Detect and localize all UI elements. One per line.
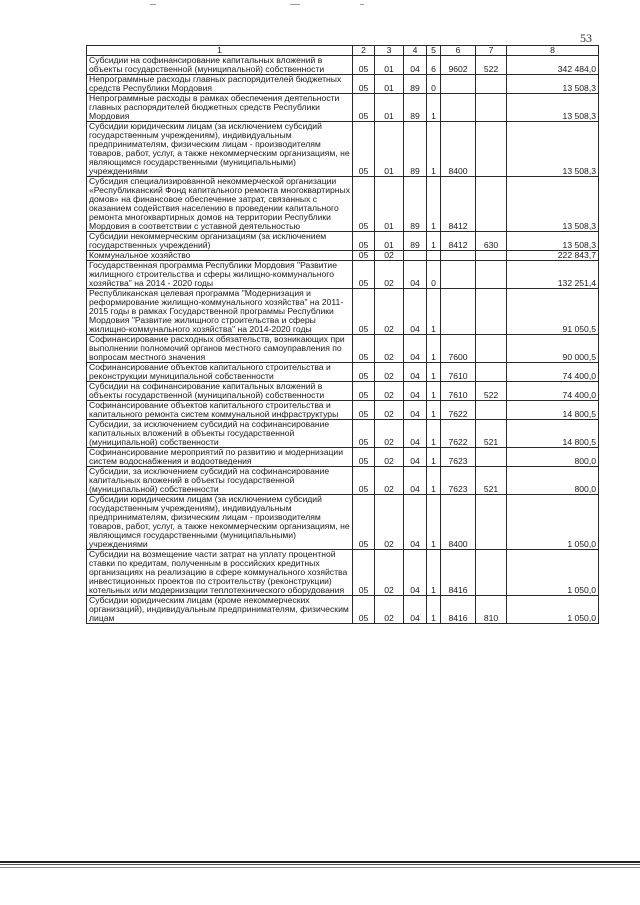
- program-code-cell: 04: [404, 596, 427, 624]
- amount-cell: 13 508,3: [507, 75, 599, 94]
- program-code-cell: 04: [404, 289, 427, 335]
- table-row: [87, 56, 599, 75]
- subsection-code-cell: 02: [375, 467, 404, 495]
- amount-cell: 90 000,5: [507, 335, 599, 363]
- expense-type-cell: [476, 94, 507, 122]
- row-name-cell: Субсидии юридическим лицам (кроме некоммерческих организаций), индивидуальным предпринимателям, физическим лицам: [87, 596, 353, 624]
- expense-type-cell: [476, 335, 507, 363]
- subsection-code-cell: 02: [375, 596, 404, 624]
- target-item-cell: [441, 75, 476, 94]
- target-item-cell: 7623: [441, 467, 476, 495]
- target-item-cell: 8412: [441, 232, 476, 251]
- table-row: [87, 75, 599, 94]
- column-header: 1: [87, 46, 353, 56]
- subsection-code-cell: 02: [375, 550, 404, 596]
- amount-cell: 13 508,3: [507, 177, 599, 232]
- subprogram-code-cell: 1: [427, 420, 441, 448]
- amount-cell: 800,0: [507, 467, 599, 495]
- amount-cell: 13 508,3: [507, 122, 599, 177]
- table-row: [87, 122, 599, 177]
- amount-cell: 1 050,0: [507, 495, 599, 550]
- expense-type-cell: [476, 363, 507, 382]
- program-code-cell: 04: [404, 467, 427, 495]
- target-item-cell: [441, 251, 476, 261]
- section-code-cell: 05: [353, 94, 375, 122]
- amount-cell: 13 508,3: [507, 94, 599, 122]
- subsection-code-cell: 02: [375, 363, 404, 382]
- amount-cell: 14 800,5: [507, 420, 599, 448]
- target-item-cell: 7610: [441, 382, 476, 401]
- program-code-cell: 89: [404, 75, 427, 94]
- subsection-code-cell: 01: [375, 75, 404, 94]
- table-row: [87, 448, 599, 467]
- program-code-cell: 04: [404, 495, 427, 550]
- subprogram-code-cell: 1: [427, 122, 441, 177]
- expense-type-cell: 521: [476, 467, 507, 495]
- subsection-code-cell: 01: [375, 232, 404, 251]
- section-code-cell: 05: [353, 495, 375, 550]
- section-code-cell: 05: [353, 596, 375, 624]
- section-code-cell: 05: [353, 401, 375, 420]
- subprogram-code-cell: 6: [427, 56, 441, 75]
- expense-type-cell: 810: [476, 596, 507, 624]
- amount-cell: 14 800,5: [507, 401, 599, 420]
- column-header: 2: [353, 46, 375, 56]
- program-code-cell: 04: [404, 448, 427, 467]
- subprogram-code-cell: 1: [427, 232, 441, 251]
- subprogram-code-cell: 1: [427, 495, 441, 550]
- program-code-cell: 04: [404, 550, 427, 596]
- expense-type-cell: 521: [476, 420, 507, 448]
- expense-type-cell: 630: [476, 232, 507, 251]
- target-item-cell: 9602: [441, 56, 476, 75]
- target-item-cell: 7610: [441, 363, 476, 382]
- section-code-cell: 05: [353, 289, 375, 335]
- target-item-cell: 7600: [441, 335, 476, 363]
- program-code-cell: 89: [404, 122, 427, 177]
- scan-border-line: [0, 867, 640, 868]
- scan-mark: [290, 4, 300, 5]
- subprogram-code-cell: 1: [427, 401, 441, 420]
- amount-cell: 74 400,0: [507, 382, 599, 401]
- amount-cell: 1 050,0: [507, 596, 599, 624]
- amount-cell: 74 400,0: [507, 363, 599, 382]
- program-code-cell: 04: [404, 363, 427, 382]
- table-row: [87, 420, 599, 448]
- row-name-cell: Субсидии на софинансирование капитальных вложений в объекты государственной (муниципальной) собственности: [87, 56, 353, 75]
- row-name-cell: Софинансирование объектов капитального строительства и капитального ремонта систем коммунальной инфраструктуры: [87, 401, 353, 420]
- subsection-code-cell: 02: [375, 335, 404, 363]
- column-header: 8: [507, 46, 599, 56]
- program-code-cell: 04: [404, 261, 427, 289]
- row-name-cell: Республиканская целевая программа "Модернизация и реформирование жилищно-коммунального хозяйства" на 2011-2015 годы в рамках Государственной программы Республики Мордовия "Развитие жилищного строительства и сферы жилищно-коммунального хозяйства" на 2014-2020 годы: [87, 289, 353, 335]
- table-row: [87, 401, 599, 420]
- subprogram-code-cell: 1: [427, 550, 441, 596]
- table-row: [87, 261, 599, 289]
- expense-type-cell: [476, 251, 507, 261]
- subsection-code-cell: 02: [375, 289, 404, 335]
- column-header: 5: [427, 46, 441, 56]
- expense-type-cell: [476, 177, 507, 232]
- row-name-cell: Коммунальное хозяйство: [87, 251, 353, 261]
- subprogram-code-cell: 1: [427, 94, 441, 122]
- program-code-cell: 89: [404, 94, 427, 122]
- table-row: [87, 382, 599, 401]
- section-code-cell: 05: [353, 550, 375, 596]
- section-code-cell: 05: [353, 420, 375, 448]
- section-code-cell: 05: [353, 261, 375, 289]
- table-row: [87, 177, 599, 232]
- table-row: [87, 550, 599, 596]
- target-item-cell: 7622: [441, 401, 476, 420]
- subsection-code-cell: 02: [375, 420, 404, 448]
- row-name-cell: Субсидии, за исключением субсидий на софинансирование капитальных вложений в объекты государственной (муниципальной) собственности: [87, 467, 353, 495]
- section-code-cell: 05: [353, 251, 375, 261]
- subprogram-code-cell: 1: [427, 596, 441, 624]
- target-item-cell: 8400: [441, 495, 476, 550]
- column-header: 3: [375, 46, 404, 56]
- expense-type-cell: 522: [476, 382, 507, 401]
- program-code-cell: 04: [404, 382, 427, 401]
- expense-type-cell: [476, 261, 507, 289]
- target-item-cell: [441, 94, 476, 122]
- subsection-code-cell: 01: [375, 56, 404, 75]
- target-item-cell: 8400: [441, 122, 476, 177]
- subsection-code-cell: 02: [375, 448, 404, 467]
- expense-type-cell: 522: [476, 56, 507, 75]
- section-code-cell: 05: [353, 448, 375, 467]
- row-name-cell: Субсидии юридическим лицам (за исключением субсидий государственным учреждениям), индивидуальным предпринимателям, физическим лицам - производителям товаров, работ, услуг, а также некоммерческим организациям, не являющимся государственными (муниципальными) учреждениями: [87, 122, 353, 177]
- row-name-cell: Субсидии, за исключением субсидий на софинансирование капитальных вложений в объекты государственной (муниципальной) собственности: [87, 420, 353, 448]
- amount-cell: 132 251,4: [507, 261, 599, 289]
- expense-type-cell: [476, 550, 507, 596]
- target-item-cell: 8412: [441, 177, 476, 232]
- amount-cell: 800,0: [507, 448, 599, 467]
- expense-type-cell: [476, 401, 507, 420]
- expense-type-cell: [476, 448, 507, 467]
- subsection-code-cell: 01: [375, 177, 404, 232]
- table-row: [87, 335, 599, 363]
- subsection-code-cell: 02: [375, 382, 404, 401]
- table-row: [87, 596, 599, 624]
- expense-type-cell: [476, 75, 507, 94]
- row-name-cell: Софинансирование мероприятий по развитию и модернизации систем водоснабжения и водоотведения: [87, 448, 353, 467]
- subprogram-code-cell: [427, 251, 441, 261]
- amount-cell: 222 843,7: [507, 251, 599, 261]
- amount-cell: 13 508,3: [507, 232, 599, 251]
- amount-cell: 1 050,0: [507, 550, 599, 596]
- section-code-cell: 05: [353, 75, 375, 94]
- table-row: [87, 289, 599, 335]
- scan-mark: [360, 4, 364, 5]
- row-name-cell: Субсидии юридическим лицам (за исключением субсидий государственным учреждениям), индивидуальным предпринимателям, физическим лицам - производителям товаров, работ, услуг, а также некоммерческим организациям, не являющимся государственными (муниципальными) учреждениями: [87, 495, 353, 550]
- row-name-cell: Субсидия специализированной некоммерческой организации «Республиканский Фонд капитального ремонта многоквартирных домов» на финансовое обеспечение затрат, связанных с оказанием содействия населению в проведении капитального ремонта многоквартирных домов на территории Республики Мордовия в соответствии с уставной деятельностью: [87, 177, 353, 232]
- section-code-cell: 05: [353, 363, 375, 382]
- scan-border-line: [0, 864, 640, 865]
- amount-cell: 91 050,5: [507, 289, 599, 335]
- subsection-code-cell: 01: [375, 94, 404, 122]
- subprogram-code-cell: 0: [427, 75, 441, 94]
- subprogram-code-cell: 1: [427, 382, 441, 401]
- expense-type-cell: [476, 122, 507, 177]
- subsection-code-cell: 02: [375, 495, 404, 550]
- subprogram-code-cell: 1: [427, 467, 441, 495]
- column-header: 4: [404, 46, 427, 56]
- subprogram-code-cell: 1: [427, 448, 441, 467]
- row-name-cell: Государственная программа Республики Мордовия "Развитие жилищного строительства и сферы жилищно-коммунального хозяйства" на 2014 - 2020 годы: [87, 261, 353, 289]
- column-header: 6: [441, 46, 476, 56]
- table-row: [87, 495, 599, 550]
- page-number: 53: [580, 31, 592, 45]
- program-code-cell: 89: [404, 232, 427, 251]
- target-item-cell: 8416: [441, 596, 476, 624]
- table-row: [87, 232, 599, 251]
- subsection-code-cell: 02: [375, 251, 404, 261]
- scan-mark: [150, 4, 156, 5]
- row-name-cell: Непрограммные расходы в рамках обеспечения деятельности главных распорядителей бюджетных средств Республики Мордовия: [87, 94, 353, 122]
- program-code-cell: 04: [404, 401, 427, 420]
- expense-type-cell: [476, 289, 507, 335]
- subprogram-code-cell: 1: [427, 177, 441, 232]
- table-row: [87, 467, 599, 495]
- subprogram-code-cell: 0: [427, 261, 441, 289]
- section-code-cell: 05: [353, 56, 375, 75]
- table-header-row: [87, 46, 599, 56]
- row-name-cell: Софинансирование объектов капитального строительства и реконструкции муниципальной собственности: [87, 363, 353, 382]
- target-item-cell: [441, 261, 476, 289]
- table-row: [87, 363, 599, 382]
- subprogram-code-cell: 1: [427, 363, 441, 382]
- expense-type-cell: [476, 495, 507, 550]
- program-code-cell: 04: [404, 335, 427, 363]
- target-item-cell: 7622: [441, 420, 476, 448]
- subsection-code-cell: 02: [375, 401, 404, 420]
- table-row: [87, 94, 599, 122]
- subprogram-code-cell: 1: [427, 289, 441, 335]
- row-name-cell: Субсидии на софинансирование капитальных вложений в объекты государственной (муниципальной) собственности: [87, 382, 353, 401]
- target-item-cell: [441, 289, 476, 335]
- scan-border-line: [0, 861, 640, 863]
- program-code-cell: 04: [404, 420, 427, 448]
- target-item-cell: 8416: [441, 550, 476, 596]
- column-header: 7: [476, 46, 507, 56]
- program-code-cell: 04: [404, 56, 427, 75]
- row-name-cell: Субсидии некоммерческим организациям (за исключением государственных учреждений): [87, 232, 353, 251]
- subsection-code-cell: 01: [375, 122, 404, 177]
- table-row: [87, 251, 599, 261]
- section-code-cell: 05: [353, 382, 375, 401]
- target-item-cell: 7623: [441, 448, 476, 467]
- program-code-cell: [404, 251, 427, 261]
- section-code-cell: 05: [353, 177, 375, 232]
- row-name-cell: Субсидии на возмещение части затрат на уплату процентной ставки по кредитам, полученным в российских кредитных организациях на реализацию в сфере коммунального хозяйства инвестиционных проектов по строительству (реконструкции) котельных или модернизации теплотехнического оборудования: [87, 550, 353, 596]
- section-code-cell: 05: [353, 232, 375, 251]
- row-name-cell: Непрограммные расходы главных распорядителей бюджетных средств Республики Мордовия: [87, 75, 353, 94]
- section-code-cell: 05: [353, 335, 375, 363]
- row-name-cell: Софинансирование расходных обязательств, возникающих при выполнении полномочий органов местного самоуправления по вопросам местного значения: [87, 335, 353, 363]
- amount-cell: 342 484,0: [507, 56, 599, 75]
- budget-table: [86, 45, 599, 624]
- program-code-cell: 89: [404, 177, 427, 232]
- section-code-cell: 05: [353, 467, 375, 495]
- subsection-code-cell: 02: [375, 261, 404, 289]
- subprogram-code-cell: 1: [427, 335, 441, 363]
- section-code-cell: 05: [353, 122, 375, 177]
